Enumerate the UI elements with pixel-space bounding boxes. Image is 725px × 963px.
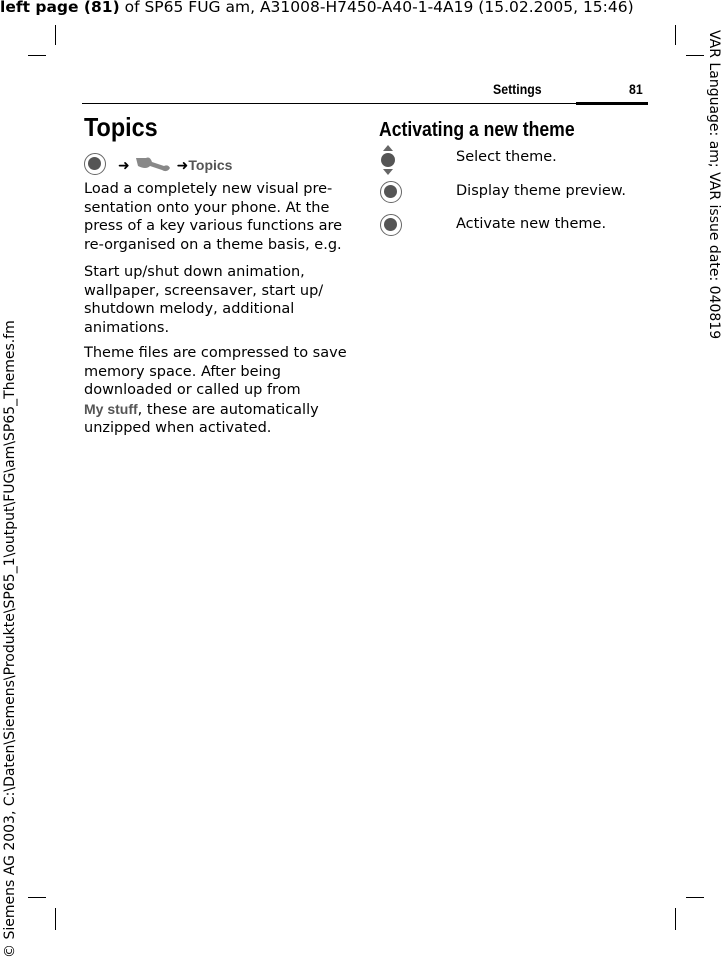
center-key-icon [380, 214, 402, 236]
paragraph-compression [84, 344, 354, 438]
crop-mark [28, 897, 46, 898]
crop-mark [686, 897, 704, 898]
text-line: sentation onto your phone. At the [84, 199, 330, 216]
file-info: of SP65 FUG am, A31008-H7450-A40-1-4A19 (15.02.2005, 15:46) [119, 0, 634, 16]
center-key-icon [84, 153, 106, 175]
header-rule-accent [576, 102, 648, 105]
crop-mark [28, 55, 46, 56]
header-rule [82, 103, 648, 104]
text-line: animations. [84, 319, 170, 336]
section-name: Settings [493, 81, 542, 97]
crop-mark [675, 908, 676, 930]
section-title: Topics [84, 112, 158, 142]
crop-mark [55, 908, 56, 930]
text-line: , these are automatically [137, 401, 319, 418]
menu-path [118, 154, 232, 178]
paragraph-intro [84, 180, 354, 254]
crop-mark [675, 25, 676, 45]
text-line: wallpaper, screensaver, start up/ [84, 282, 324, 299]
text-line: re-organised on a theme basis, e.g. [84, 236, 342, 253]
page-ref: left page (81) [0, 0, 120, 16]
text-line: Theme files are compressed to save [84, 345, 347, 361]
text-line: memory space. After being [84, 363, 281, 380]
wrench-icon [134, 154, 172, 178]
text-line: press of a key various functions are [84, 218, 343, 234]
step-text: Display theme preview. [456, 183, 626, 199]
text-line: unzipped when activated. [84, 420, 272, 436]
var-info: VAR Language: am; VAR issue date: 040819 [706, 30, 722, 340]
page-number: 81 [629, 81, 643, 97]
center-key-icon [380, 181, 402, 203]
arrow-icon: ➜ [118, 158, 130, 174]
copyright-path: © Siemens AG 2003, C:\Daten\Siemens\Produkte\SP65_1\output\FUG\am\SP65_Themes.fm [2, 320, 18, 958]
step-text: Select theme. [456, 149, 557, 165]
crop-mark [686, 55, 704, 56]
text-line: shutdown melody, additional [84, 301, 295, 317]
menu-item-my-stuff: My stuff [84, 400, 138, 417]
text-line: downloaded or called up from [84, 382, 301, 398]
navigation-key-icon [379, 144, 397, 180]
text-line: Start up/shut down animation, [84, 264, 305, 280]
step-text: Activate new theme. [456, 216, 607, 232]
menu-item-topics: Topics [188, 157, 233, 173]
file-info-line [0, 0, 634, 16]
subsection-title: Activating a new theme [379, 119, 575, 141]
paragraph-examples [84, 263, 354, 337]
arrow-icon: ➜ [176, 158, 189, 174]
text-line: Load a completely new visual pre- [84, 181, 333, 197]
crop-mark [55, 25, 56, 45]
